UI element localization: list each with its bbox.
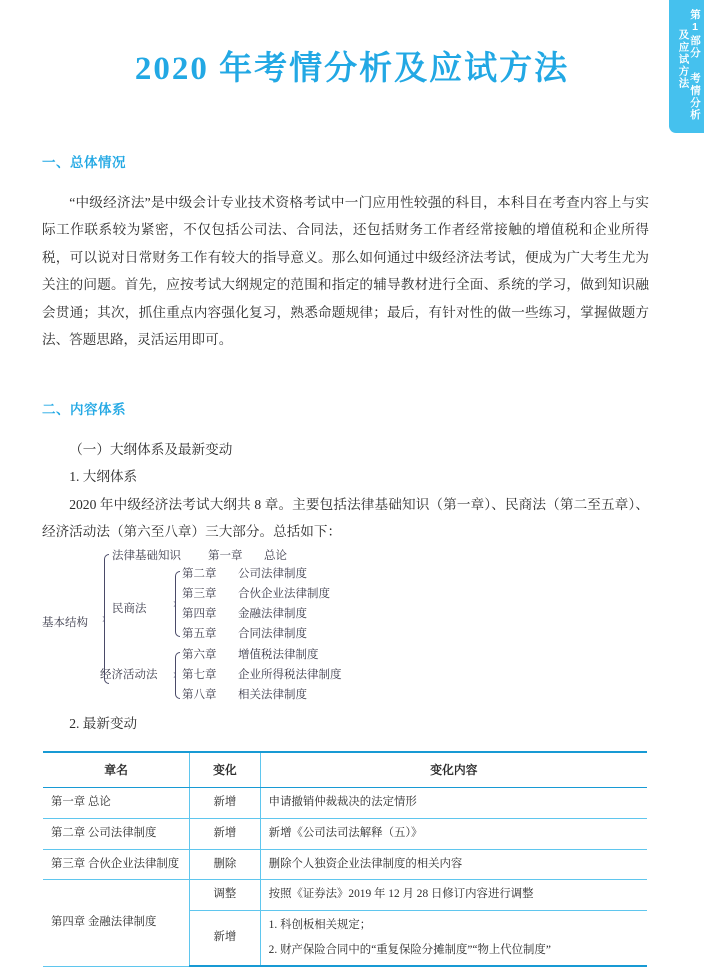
side-tab-line-left: 及应试方法	[677, 29, 690, 90]
cell-content	[260, 910, 647, 966]
diagram-group1-label: 法律基础知识	[112, 549, 181, 562]
col-header-content: 变化内容	[260, 752, 647, 788]
cell-chapter: 第三章 合伙企业法律制度	[43, 849, 190, 880]
diagram-chapter-3-name: 合伙企业法律制度	[238, 587, 330, 600]
diagram-chapter-4-name: 金融法律制度	[238, 607, 307, 620]
diagram-chapter-8-no: 第八章	[182, 688, 217, 701]
item-1-label: 1. 大纲体系	[69, 469, 138, 485]
section-heading-structure: 二、内容体系	[42, 401, 126, 417]
diagram-chapter-6-name: 增值税法律制度	[238, 648, 319, 661]
section-heading-overall: 一、总体情况	[42, 155, 126, 170]
table-row	[43, 818, 647, 849]
structure-brace-diagram	[42, 548, 649, 710]
changes-table	[43, 751, 647, 967]
diagram-chapter-2-no: 第二章	[182, 567, 217, 580]
cell-chapter: 第一章 总论	[43, 788, 190, 819]
diagram-chapter-2-name: 公司法律制度	[238, 567, 307, 580]
cell-content: 新增《公司法司法解释（五）》	[260, 818, 647, 849]
diagram-chapter-5-no: 第五章	[182, 627, 217, 640]
cell-content: 按照《证券法》2019 年 12 月 28 日修订内容进行调整	[260, 880, 647, 911]
diagram-group2-label: 民商法	[112, 602, 147, 615]
overall-paragraph: “中级经济法”是中级会计专业技术资格考试中一门应用性较强的科目，本科目在考查内容上与实际工作联系较为紧密，不仅包括公司法、合同法，还包括财务工作者经常接触的增值税和企业所得税，可以说对日常财务工作有较大的指导意义。那么如何通过中级经济法考试，便成为广大考生尤为关注的问题。首先，应按考试大纲规定的范围和指定的辅导教材进行全面、系统的学习，做到知识融会贯通；其次，抓住重点内容强化复习，熟悉命题规律；最后，有针对性的做一些练习，掌握做题方法、答题思路，灵活运用即可。	[42, 195, 649, 348]
changes-table-body	[43, 788, 647, 967]
table-row	[43, 880, 647, 911]
cell-chapter: 第二章 公司法律制度	[43, 818, 190, 849]
item-2-label: 2. 最新变动	[69, 715, 138, 731]
table-row	[43, 849, 647, 880]
diagram-brace-group2	[175, 571, 180, 637]
diagram-root-label: 基本结构	[42, 616, 88, 629]
col-header-chapter: 章名	[43, 752, 190, 788]
outline-subsection	[42, 436, 649, 546]
page-title: 2020 年考情分析及应试方法	[134, 51, 570, 87]
side-tab-line-right: 第1部分 考情分析	[689, 9, 701, 121]
diagram-chapter-7-no: 第七章	[182, 668, 217, 681]
diagram-chapter-8-name: 相关法律制度	[238, 688, 307, 701]
table-row	[43, 788, 647, 819]
page-content	[0, 151, 704, 967]
diagram-brace-group3	[175, 652, 180, 699]
cell-kind: 新增	[190, 818, 261, 849]
col-header-kind: 变化	[190, 752, 261, 788]
table-header-row	[43, 752, 647, 788]
changes-table-wrap	[42, 751, 649, 967]
cell-kind: 删除	[190, 849, 261, 880]
cell-content-line: 1. 科创板相关规定；	[268, 918, 372, 931]
cell-kind: 新增	[190, 788, 261, 819]
diagram-chapter-5-name: 合同法律制度	[238, 627, 307, 640]
diagram-chapter-1-no: 第一章	[208, 549, 243, 562]
cell-content: 申请撤销仲裁裁决的法定情形	[260, 788, 647, 819]
subsection-a-label: （一）大纲体系及最新变动	[69, 441, 233, 457]
cell-content-line: 2. 财产保险合同中的“重复保险分摊制度”“物上代位制度”	[268, 943, 551, 956]
cell-kind: 新增	[190, 910, 261, 966]
diagram-chapter-3-no: 第三章	[182, 587, 217, 600]
diagram-chapter-6-no: 第六章	[182, 648, 217, 661]
diagram-chapter-4-no: 第四章	[182, 607, 217, 620]
cell-chapter: 第四章 金融法律制度	[43, 880, 190, 967]
diagram-chapter-1-name: 总论	[264, 549, 287, 562]
cell-kind: 调整	[190, 880, 261, 911]
diagram-brace-outer	[104, 554, 109, 684]
diagram-group3-label: 经济活动法	[100, 668, 158, 681]
diagram-chapter-7-name: 企业所得税法律制度	[238, 668, 342, 681]
item-1-body: 2020 年中级经济法考试大纲共 8 章。主要包括法律基础知识（第一章）、民商法（第二至五章）、经济活动法（第六至八章）三大部分。总括如下：	[42, 496, 649, 540]
changes-table-head	[43, 752, 647, 788]
cell-content: 删除个人独资企业法律制度的相关内容	[260, 849, 647, 880]
